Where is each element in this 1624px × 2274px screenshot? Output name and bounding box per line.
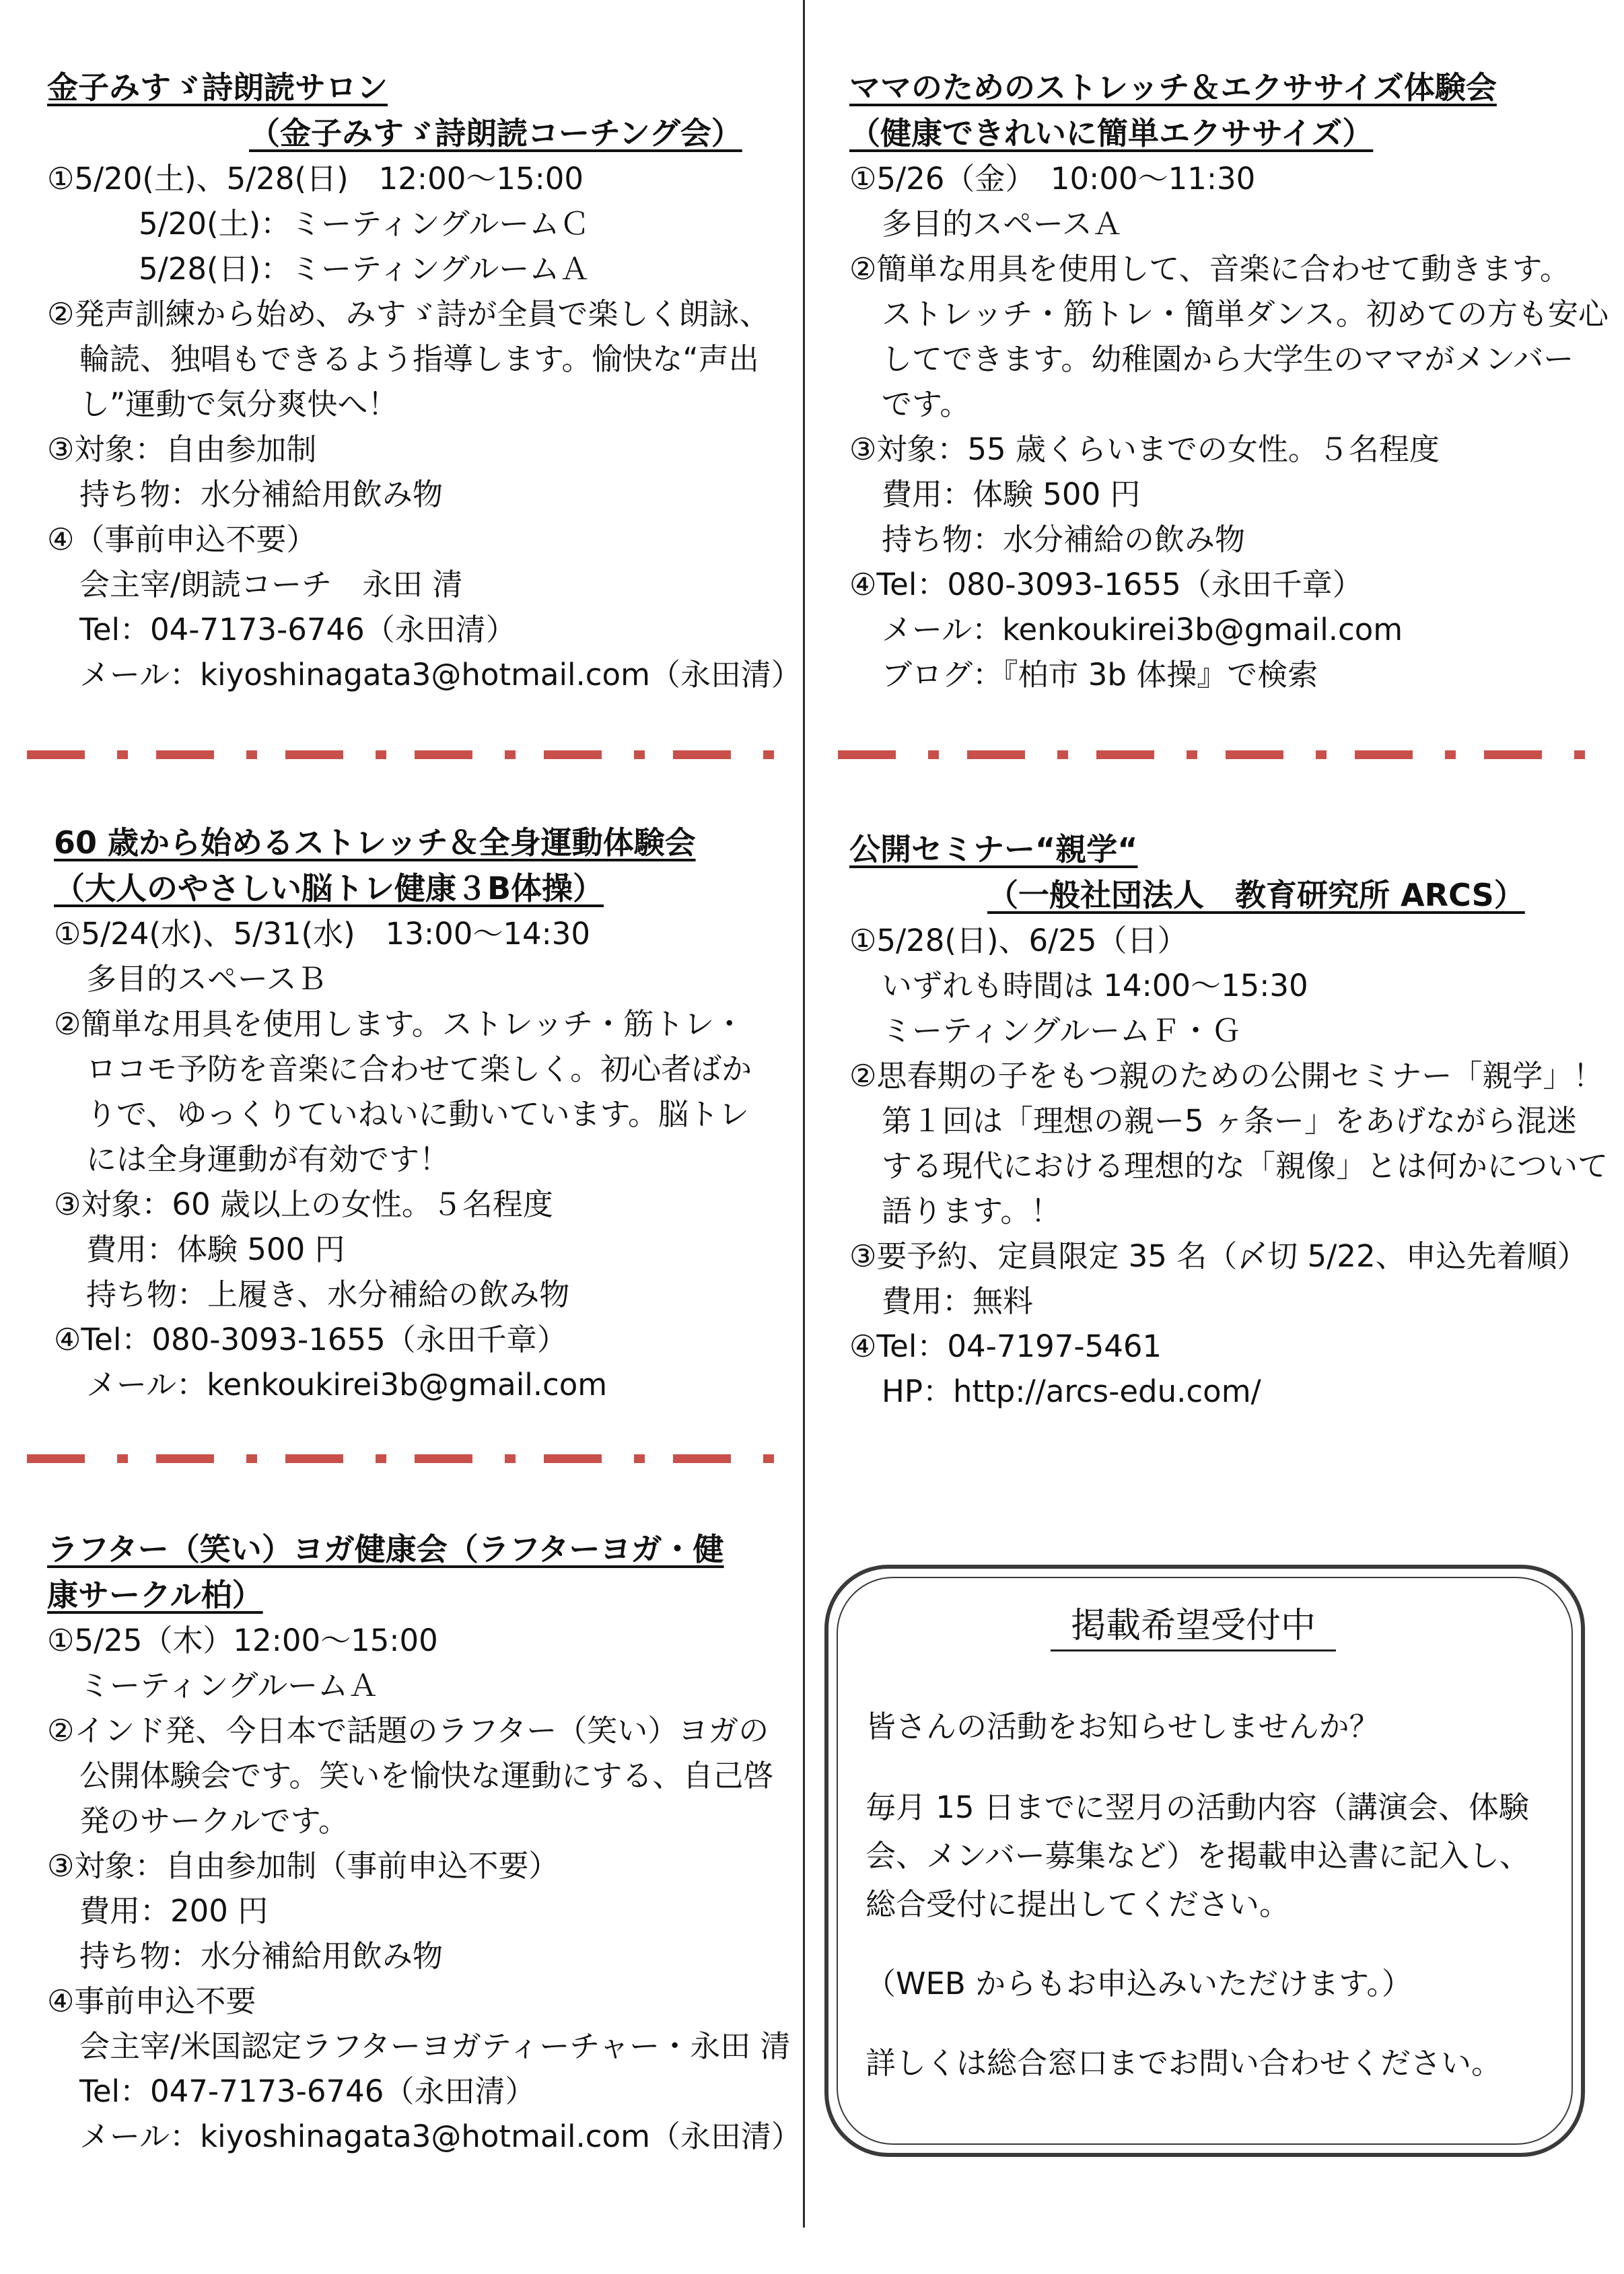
target-line: ③対象：自由参加制 xyxy=(47,431,317,467)
schedule-room-line: ミーティングルームＦ・Ｇ xyxy=(882,1013,1242,1049)
target-line: ③対象：自由参加制（事前申込不要） xyxy=(47,1848,559,1884)
section-title: ママのためのストレッチ＆エクササイズ体験会 xyxy=(849,69,1497,106)
schedule-line: ①5/26（金） 10:00～11:30 xyxy=(849,161,1256,197)
schedule-line: ①5/20(土)、5/28(日) 12:00～15:00 xyxy=(47,161,584,197)
organizer-line: 会主宰/朗読コーチ 永田 清 xyxy=(79,567,463,602)
schedule-room-line: ミーティングルームＡ xyxy=(79,1668,379,1703)
section-kaneko xyxy=(47,65,802,697)
section-subtitle: （一般社団法人 教育研究所 ARCS） xyxy=(987,877,1525,913)
section-divider-right-1 xyxy=(838,750,1612,759)
blog-line: ブログ：『柏市 3b 体操』で検索 xyxy=(882,657,1318,692)
reservation-line: ③要予約、定員限定 35 名（〆切 5/22、申込先着順） xyxy=(849,1238,1588,1274)
section-title: 60 歳から始めるストレッチ＆全身運動体験会 xyxy=(54,824,696,861)
description-line: ②簡単な用具を使用して、音楽に合わせて動きます。 xyxy=(849,251,1570,287)
schedule-line: ①5/24(水)、5/31(水) 13:00～14:30 xyxy=(54,916,591,952)
section-subtitle: （大人のやさしい脳トレ健康３B体操） xyxy=(54,870,604,907)
organizer-line: 会主宰/米国認定ラフターヨガティーチャー・永田 清 xyxy=(79,2028,791,2064)
target-line: ③対象：55 歳くらいまでの女性。５名程度 xyxy=(849,431,1440,467)
description-line: ②インド発、今日本で話題のラフター（笑い）ヨガの xyxy=(47,1713,769,1748)
schedule-room-line: 5/20(土)：ミーティングルームＣ xyxy=(139,206,590,242)
fee-line: 費用：無料 xyxy=(882,1283,1034,1319)
section-subtitle: （金子みすゞ詩朗読コーチング会） xyxy=(249,115,742,151)
fee-line: 費用：200 円 xyxy=(79,1893,269,1929)
section-subtitle: （健康できれいに簡単エクササイズ） xyxy=(849,115,1374,151)
schedule-line: ①5/28(日)、6/25（日） xyxy=(849,923,1188,958)
description-line: 第１回は「理想の親ー5 ヶ条ー」をあげながら混迷 xyxy=(882,1103,1577,1139)
description-line: 発のサークルです。 xyxy=(79,1803,349,1839)
description-line: には全身運動が有効です！ xyxy=(86,1141,450,1177)
schedule-time-line: いずれも時間は 14:00～15:30 xyxy=(882,968,1308,1003)
section-mama xyxy=(849,65,1609,697)
section-title: 金子みすゞ詩朗読サロン xyxy=(47,69,388,106)
email-line: メール：kenkoukirei3b@gmail.com xyxy=(882,612,1403,647)
email-line: メール：kenkoukirei3b@gmail.com xyxy=(86,1367,608,1402)
notice-line: 会、メンバー募集など）を掲載申込書に記入し、 xyxy=(866,1838,1530,1874)
schedule-line: ①5/25（木）12:00～15:00 xyxy=(47,1623,438,1658)
phone-line: ④Tel：080-3093-1655（永田千章） xyxy=(849,567,1363,602)
description-line: ロコモ予防を音楽に合わせて楽しく。初心者ばか xyxy=(86,1051,752,1087)
phone-line: ④Tel：04-7197-5461 xyxy=(849,1328,1162,1364)
fee-line: 費用：体験 500 円 xyxy=(882,476,1141,512)
description-line: です。 xyxy=(882,386,970,422)
target-line: ③対象：60 歳以上の女性。５名程度 xyxy=(54,1186,553,1222)
section-title: ラフター（笑い）ヨガ健康会（ラフターヨガ・健 xyxy=(47,1531,724,1567)
application-line: ④（事前申込不要） xyxy=(47,522,317,557)
fee-line: 費用：体験 500 円 xyxy=(86,1232,345,1267)
notice-line: 毎月 15 日までに翌月の活動内容（講演会、体験 xyxy=(866,1789,1529,1825)
description-line: りで、ゆっくりていねいに動いています。脳トレ xyxy=(86,1096,750,1132)
description-line: する現代における理想的な「親像」とは何かについて xyxy=(882,1148,1609,1184)
section-seminar xyxy=(849,826,1608,1414)
section-subtitle: 康サークル柏） xyxy=(47,1577,263,1613)
notice-line: 詳しくは総合窓口までお問い合わせください。 xyxy=(866,2045,1502,2081)
section-title: 公開セミナー“親学“ xyxy=(849,831,1138,867)
phone-line: ④Tel：080-3093-1655（永田千章） xyxy=(54,1322,567,1357)
website-line: HP：http://arcs-edu.com/ xyxy=(882,1374,1261,1409)
belongings-line: 持ち物：水分補給用飲み物 xyxy=(79,476,444,512)
section-divider-left-1 xyxy=(27,750,801,759)
belongings-line: 持ち物：水分補給用飲み物 xyxy=(79,1938,444,1974)
schedule-room-line: 5/28(日)：ミーティングルームＡ xyxy=(139,251,590,287)
application-line: ④事前申込不要 xyxy=(47,1983,256,2019)
notice-line: 総合受付に提出してください。 xyxy=(866,1886,1290,1922)
schedule-room-line: 多目的スペースＡ xyxy=(882,206,1123,242)
description-line: してできます。幼稚園から大学生のママがメンバー xyxy=(882,341,1574,377)
description-line: ②思春期の子をもつ親のための公開セミナー「親学」！ xyxy=(849,1058,1604,1094)
description-line: ②発声訓練から始め、みすゞ詩が全員で楽しく朗詠、 xyxy=(47,296,770,332)
notice-line: （WEB からもお申込みいただけます。） xyxy=(866,1966,1413,2001)
phone-line: Tel：04-7173-6746（永田清） xyxy=(79,612,516,647)
notice-box xyxy=(824,1565,1585,2157)
notice-title: 掲載希望受付中 xyxy=(1051,1602,1336,1651)
description-line: 語ります。！ xyxy=(882,1193,1061,1229)
email-line: メール：kiyoshinagata3@hotmail.com（永田清） xyxy=(79,2119,802,2154)
email-line: メール：kiyoshinagata3@hotmail.com（永田清） xyxy=(79,657,802,692)
description-line: ②簡単な用具を使用します。ストレッチ・筋トレ・ xyxy=(54,1006,745,1042)
description-line: 輪読、独唱もできるよう指導します。愉快な“声出 xyxy=(79,341,759,377)
description-line: し”運動で気分爽快へ！ xyxy=(79,386,398,422)
phone-line: Tel：047-7173-6746（永田清） xyxy=(79,2073,536,2109)
description-line: ストレッチ・筋トレ・簡単ダンス。初めての方も安心 xyxy=(882,296,1609,332)
column-divider xyxy=(803,0,805,2228)
description-line: 公開体験会です。笑いを愉快な運動にする、自己啓 xyxy=(79,1758,774,1793)
belongings-line: 持ち物：水分補給の飲み物 xyxy=(882,522,1246,557)
notice-line: 皆さんの活動をお知らせしませんか？ xyxy=(866,1709,1380,1744)
section-sixty xyxy=(54,820,752,1407)
section-laughter xyxy=(47,1526,802,2159)
schedule-room-line: 多目的スペースＢ xyxy=(86,961,327,997)
section-divider-left-2 xyxy=(27,1454,801,1463)
belongings-line: 持ち物：上履き、水分補給の飲み物 xyxy=(86,1277,570,1312)
